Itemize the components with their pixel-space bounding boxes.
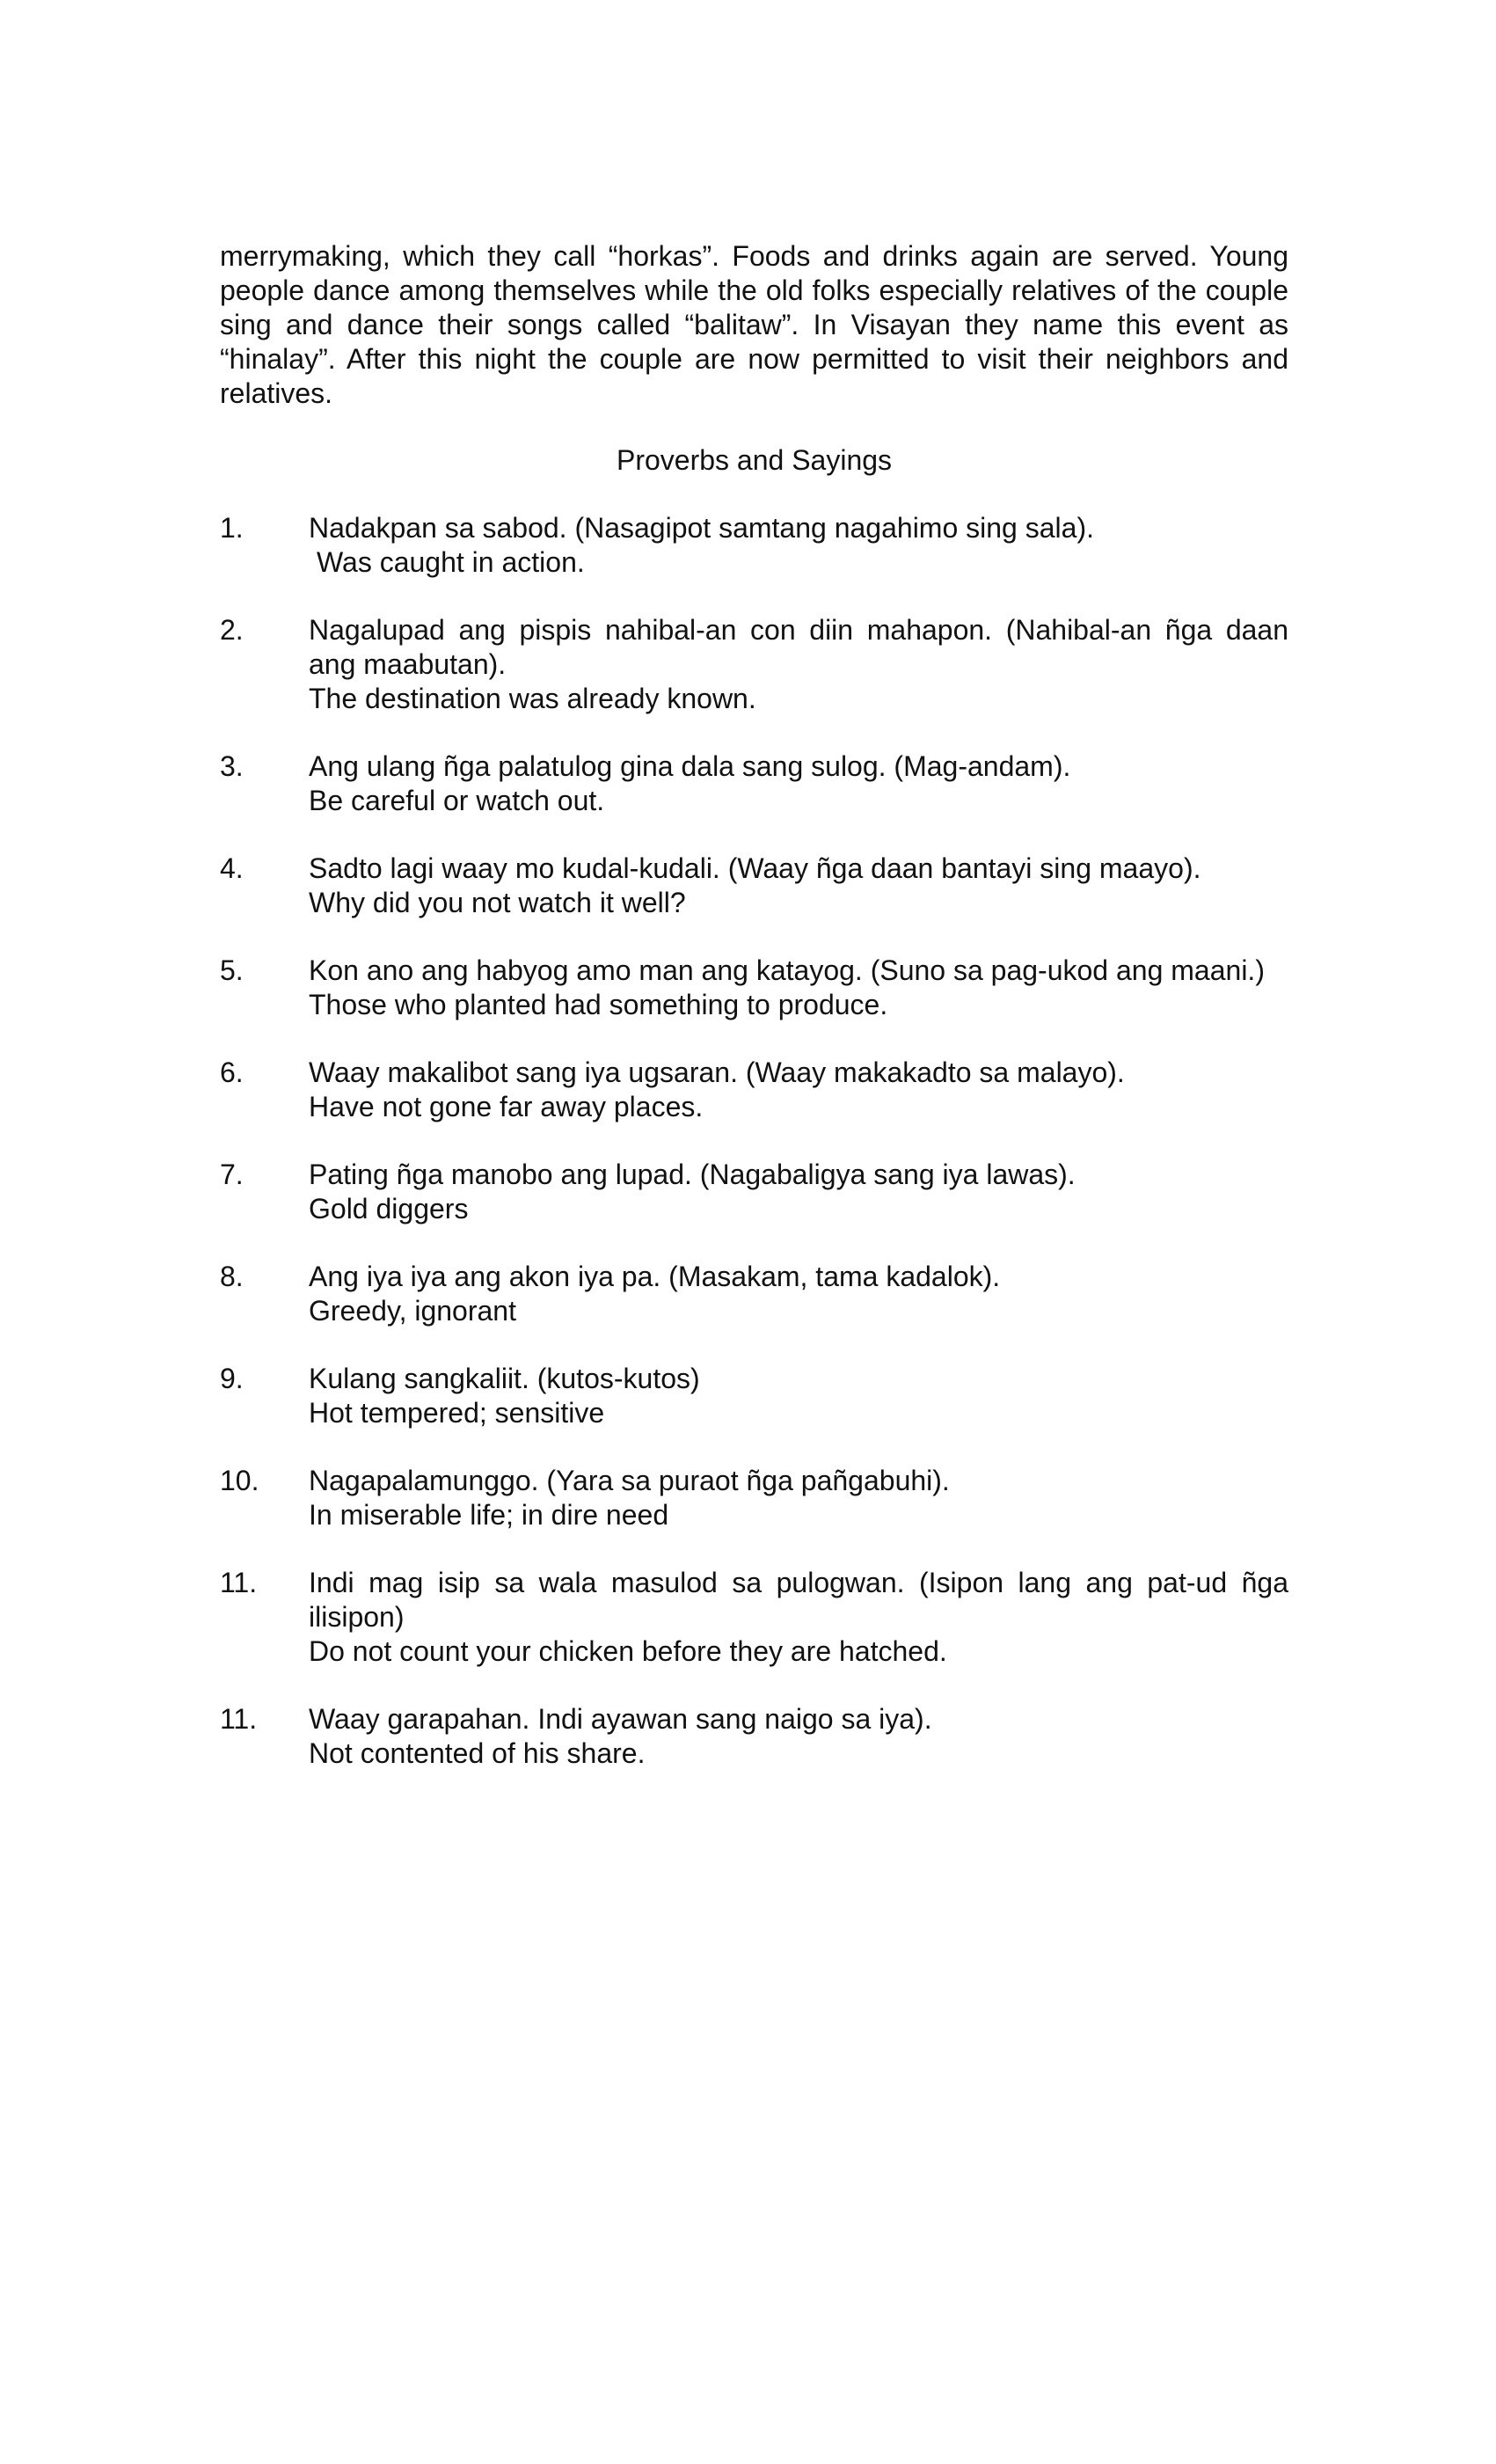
proverb-item xyxy=(220,1056,1288,1124)
proverb-number: 6. xyxy=(220,1057,244,1088)
proverb-number: 4. xyxy=(220,852,244,884)
proverb-translation: Gold diggers xyxy=(309,1193,469,1225)
proverb-translation: Why did you not watch it well? xyxy=(309,887,686,918)
proverb-text: Waay makalibot sang iya ugsaran. (Waay makakadto sa malayo). xyxy=(309,1057,1125,1088)
proverb-number: 11. xyxy=(220,1703,258,1735)
proverb-number: 7. xyxy=(220,1159,244,1190)
proverb-item xyxy=(220,749,1288,818)
proverb-translation: Be careful or watch out. xyxy=(309,785,605,816)
proverb-number: 10. xyxy=(220,1465,259,1496)
proverb-text: Sadto lagi waay mo kudal-kudali. (Waay ñga daan bantayi sing maayo). xyxy=(309,852,1201,884)
intro-paragraph: merrymaking, which they call “horkas”. Foods and drinks again are served. Young people dance among themselves while the old folks especially relatives of the couple sing and dance their songs called “balitaw”. In Visayan they name this event as “hinalay”. After this night the couple are now permitted to visit their neighbors and relatives. xyxy=(220,240,1288,409)
proverb-translation: Not contented of his share. xyxy=(309,1737,646,1769)
proverb-number: 3. xyxy=(220,750,244,782)
proverb-number: 2. xyxy=(220,614,244,646)
proverb-item xyxy=(220,511,1288,580)
proverb-translation: Have not gone far away places. xyxy=(309,1091,704,1122)
proverb-item xyxy=(220,1566,1288,1669)
proverb-text: Ang ulang ñga palatulog gina dala sang sulog. (Mag-andam). xyxy=(309,750,1071,782)
proverb-item xyxy=(220,1464,1288,1532)
proverb-item xyxy=(220,954,1288,1022)
proverb-translation: Greedy, ignorant xyxy=(309,1295,516,1327)
proverb-item xyxy=(220,1702,1288,1771)
proverb-item xyxy=(220,1158,1288,1226)
proverb-number: 5. xyxy=(220,954,244,986)
proverb-translation: Do not count your chicken before they are hatched. xyxy=(309,1635,947,1667)
section-title: Proverbs and Sayings xyxy=(616,444,893,476)
proverb-translation: Hot tempered; sensitive xyxy=(309,1397,605,1429)
page-content xyxy=(220,239,1288,1804)
proverbs-list xyxy=(220,511,1288,1771)
proverb-translation: Those who planted had something to produce. xyxy=(309,989,888,1020)
proverb-item xyxy=(220,1260,1288,1328)
proverb-text: Ang iya iya ang akon iya pa. (Masakam, tama kadalok). xyxy=(309,1261,1001,1292)
proverb-number: 1. xyxy=(220,512,244,544)
proverb-text: Waay garapahan. Indi ayawan sang naigo sa iya). xyxy=(309,1703,932,1735)
proverb-item xyxy=(220,613,1288,716)
proverb-item xyxy=(220,852,1288,920)
proverb-text: Pating ñga manobo ang lupad. (Nagabaligya sang iya lawas). xyxy=(309,1159,1076,1190)
proverb-number: 9. xyxy=(220,1363,244,1394)
proverb-number: 11. xyxy=(220,1567,258,1598)
proverb-text: Kon ano ang habyog amo man ang katayog. (Suno sa pag-ukod ang maani.) xyxy=(309,954,1265,986)
proverb-number: 8. xyxy=(220,1261,244,1292)
proverb-text: Nagalupad ang pispis nahibal-an con diin mahapon. (Nahibal-an ñga daan ang maabutan). xyxy=(309,614,1288,680)
proverb-translation: In miserable life; in dire need xyxy=(309,1499,669,1531)
proverb-text: Indi mag isip sa wala masulod sa pulogwan. (Isipon lang ang pat-ud ñga ilisipon) xyxy=(309,1567,1288,1633)
proverb-text: Kulang sangkaliit. (kutos-kutos) xyxy=(309,1363,700,1394)
proverb-translation: The destination was already known. xyxy=(309,683,756,714)
proverb-item xyxy=(220,1362,1288,1430)
proverb-text: Nadakpan sa sabod. (Nasagipot samtang nagahimo sing sala). xyxy=(309,512,1094,544)
proverb-text: Nagapalamunggo. (Yara sa puraot ñga pañgabuhi). xyxy=(309,1465,950,1496)
proverb-translation: Was caught in action. xyxy=(317,546,585,578)
